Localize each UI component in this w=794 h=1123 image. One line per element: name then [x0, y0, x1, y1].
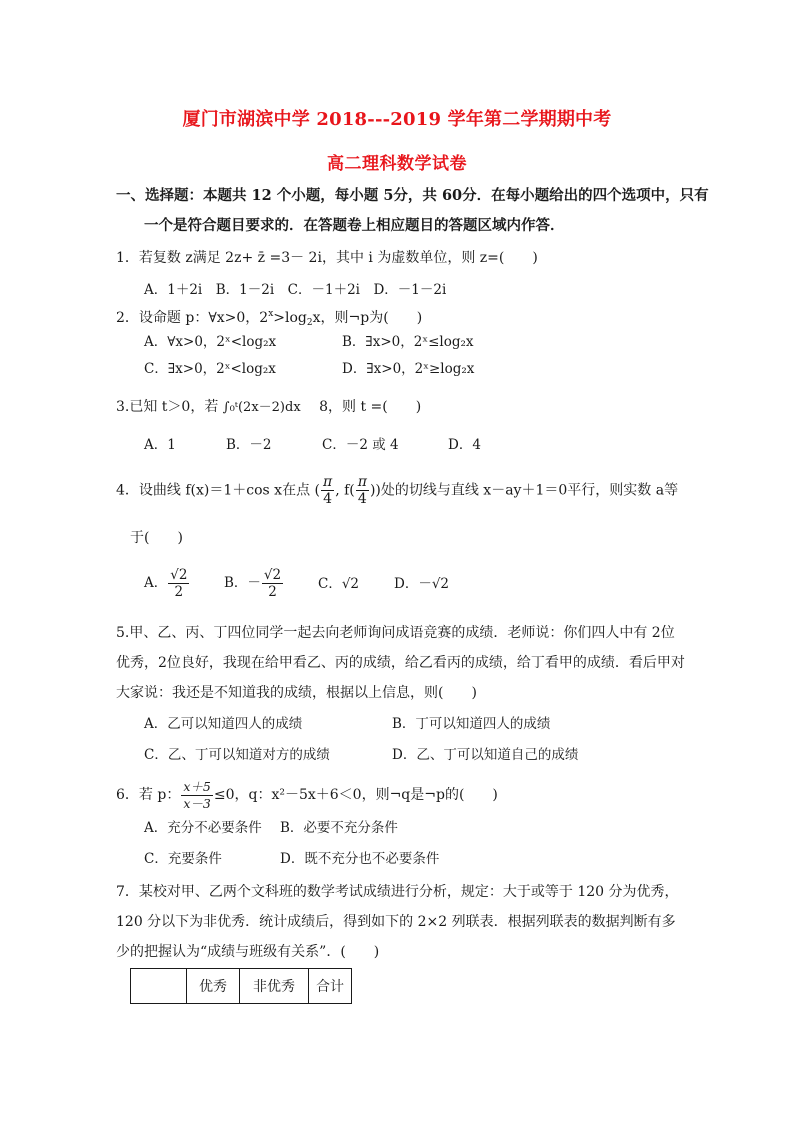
question-7-line2: 120 分以下为非优秀．统计成绩后，得到如下的 2×2 列联表．根据列联表的数据判断有多: [116, 914, 676, 930]
integral-expression: ∫₀ᵗ(2x－2)dx: [222, 400, 301, 415]
table-header-cell: 优秀: [187, 969, 240, 1004]
question-5-line3: 大家说：我还是不知道我的成绩，根据以上信息，则( ): [116, 685, 477, 701]
question-5-line1: 5.甲、乙、丙、丁四位同学一起去向老师询问成语竞赛的成绩．老师说：你们四人中有 2位: [116, 625, 675, 641]
question-7-line1: 7．某校对甲、乙两个文科班的数学考试成绩进行分析，规定：大于或等于 120 分为优秀，: [116, 884, 679, 900]
question-2-stem: 2．设命题 p：∀x>0，$2^x>\log_2x$，则¬p为( ): [116, 309, 423, 328]
question-3-option-d: D．4: [448, 437, 481, 453]
question-6-option-b: B．必要不充分条件: [280, 820, 398, 836]
question-2-option-b: B．∃x>0，2ˣ≤log₂x: [342, 334, 474, 350]
question-3-option-b: B．－2: [226, 437, 272, 453]
table-header-cell: [131, 969, 187, 1004]
question-2-option-c: C．∃x>0，2ˣ<log₂x: [144, 361, 276, 377]
question-5-line2: 优秀，2位良好，我现在给甲看乙、丙的成绩，给乙看丙的成绩，给丁看甲的成绩．看后甲对: [116, 655, 685, 671]
section-instructions-line2: 一个是符合题目要求的．在答题卷上相应题目的答题区域内作答．: [144, 217, 565, 234]
school-exam-title: 厦门市湖滨中学 2018---2019 学年第二学期期中考: [182, 109, 612, 130]
question-3-option-a: A．1: [144, 437, 176, 453]
question-2-option-d: D．∃x>0，2ˣ≥log₂x: [342, 361, 475, 377]
question-5-option-b: B．丁可以知道四人的成绩: [392, 716, 551, 732]
question-4-stem: 4．设曲线 f(x)＝1＋cos x在点 ( $\frac{\pi}{4}$ , f( $\frac{\pi}{4}$ ))处的切线与直线 x－ay＋1＝0平行，则实数 a等: [116, 474, 679, 507]
table-header-cell: 合计: [309, 969, 352, 1004]
question-4-option-a: A． $\frac{√2}{2}$: [144, 567, 188, 600]
question-1-options: A．1＋2i B．1－2i C．－1＋2i D．－1－2i: [144, 282, 447, 298]
question-3-option-c: C．－2 或 4: [322, 437, 399, 453]
section-instructions-line1: 一、选择题：本题共 12 个小题，每小题 5分，共 60分．在每小题给出的四个选项中，只有: [116, 187, 709, 204]
question-6-option-d: D．既不充分也不必要条件: [280, 851, 440, 867]
question-2-option-a: A．∀x>0，2ˣ<log₂x: [144, 334, 277, 350]
exam-subject-title: 高二理科数学试卷: [327, 154, 467, 174]
pi-over-4-fraction: $\frac{\pi}{4}$: [357, 474, 367, 507]
question-4-option-c: C．√2: [318, 576, 360, 592]
question-4-stem-continued: 于( ): [130, 530, 183, 546]
question-5-option-a: A．乙可以知道四人的成绩: [144, 716, 303, 732]
question-4-option-d: D．－√2: [394, 576, 450, 592]
question-7-line3: 少的把握认为“成绩与班级有关系”．( ): [116, 944, 380, 960]
question-6-stem: 6．若 p： $\frac{x+5}{x-3}$ ≤0，q：x²－5x＋6＜0，则¬q是¬p的( ): [116, 778, 498, 811]
table-header-row: [131, 969, 352, 1004]
table-header-cell: 非优秀: [240, 969, 309, 1004]
question-5-option-c: C．乙、丁可以知道对方的成绩: [144, 747, 330, 763]
question-4-option-b: B．－ $\frac{√2}{2}$: [224, 567, 282, 600]
pi-over-4-fraction: $\frac{\pi}{4}$: [322, 474, 333, 507]
question-6-option-c: C．充要条件: [144, 851, 222, 867]
question-1-stem: 1．若复数 z满足 2z+ z̄ =3－ 2i，其中 i 为虚数单位，则 z=( ): [116, 250, 538, 266]
question-6-option-a: A．充分不必要条件: [144, 820, 262, 836]
contingency-table: [130, 968, 352, 1004]
question-3-stem: 3.已知 t＞0，若 ∫₀ᵗ(2x－2)dx 8，则 t =( ): [116, 399, 422, 415]
question-5-option-d: D．乙、丁可以知道自己的成绩: [392, 747, 579, 763]
inequality-fraction: $\frac{x+5}{x-3}$: [183, 778, 211, 811]
